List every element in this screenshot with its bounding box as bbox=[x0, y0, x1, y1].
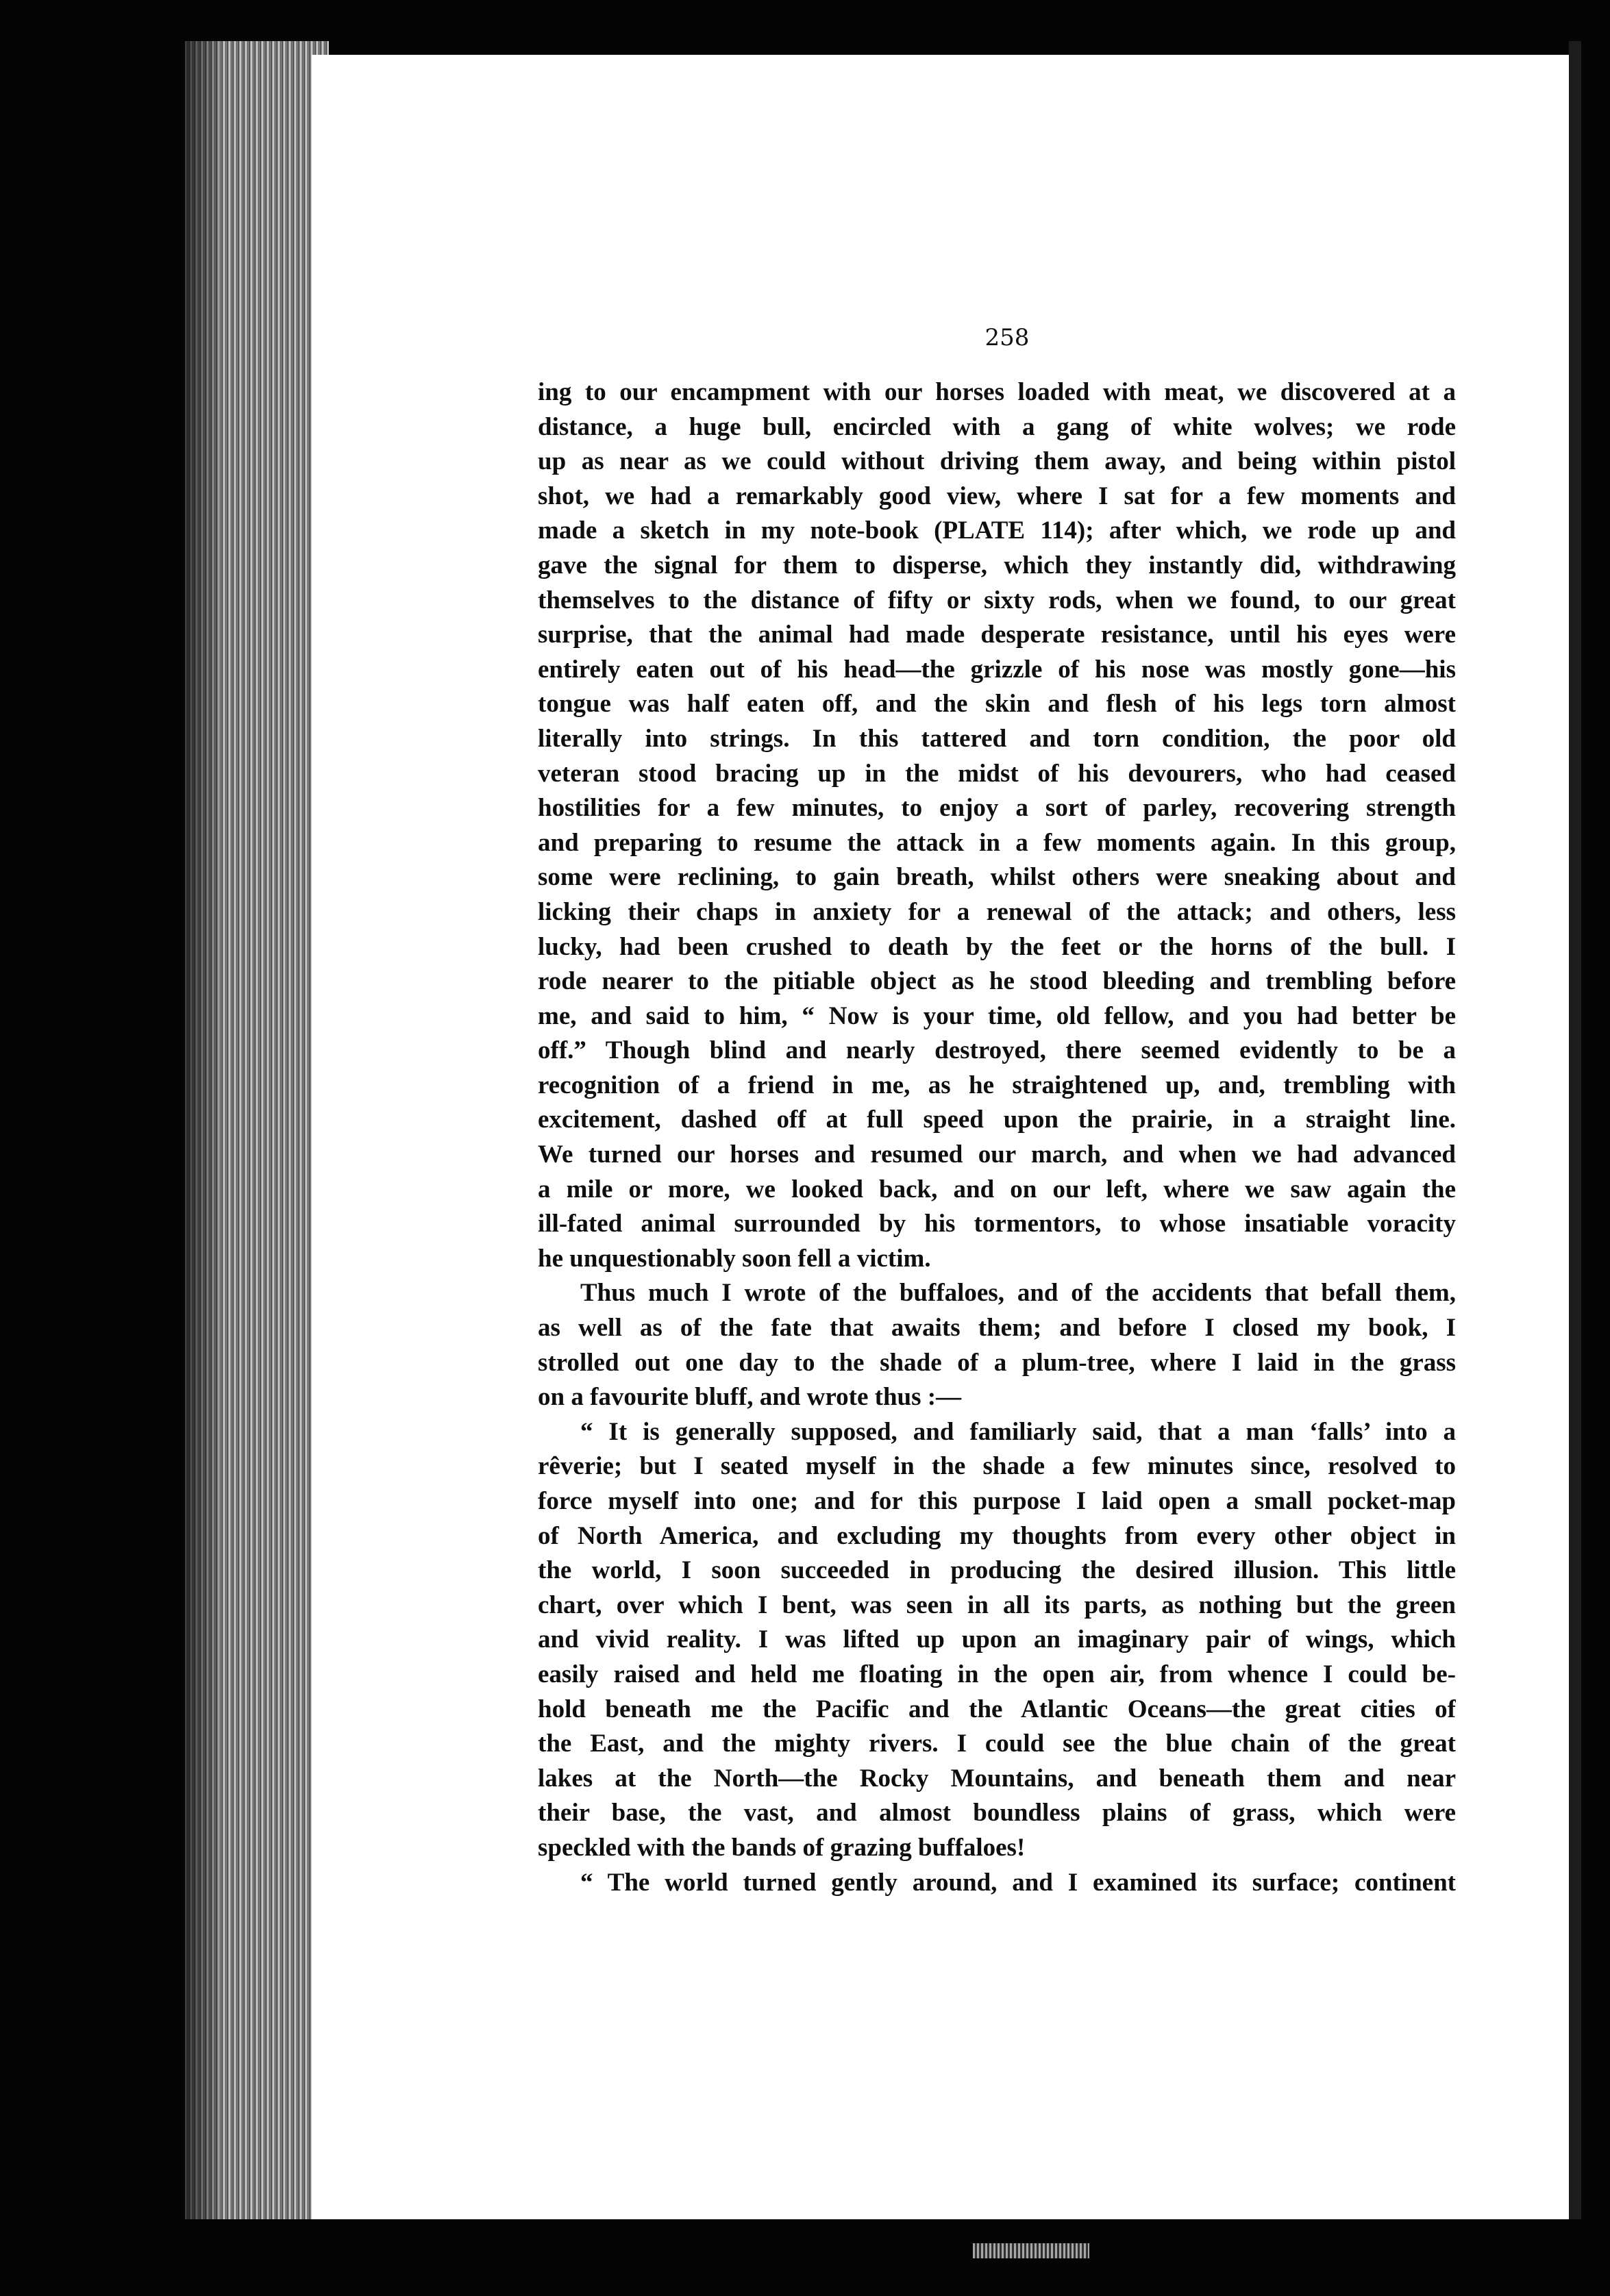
text-line: on a favourite bluff, and wrote thus :— bbox=[538, 1383, 962, 1412]
text-line: tongue was half eaten off, and the skin and flesh of his legs torn almost bbox=[538, 690, 1456, 719]
text-line: strolled out one day to the shade of a plum-tree, where I laid in the grass bbox=[538, 1348, 1456, 1377]
text-line: “ It is generally supposed, and familiarly said, that a man ‘falls’ into a bbox=[580, 1417, 1456, 1446]
text-line: the East, and the mighty rivers. I could see the blue chain of the great bbox=[538, 1730, 1456, 1758]
text-line: We turned our horses and resumed our march, and when we had advanced bbox=[538, 1140, 1456, 1169]
text-line: rode nearer to the pitiable object as he stood bleeding and trembling before bbox=[538, 967, 1456, 996]
text-line: lakes at the North—the Rocky Mountains, and beneath them and near bbox=[538, 1764, 1456, 1793]
body-text bbox=[538, 375, 1456, 1900]
text-line: entirely eaten out of his head—the grizzle of his nose was mostly gone—his bbox=[538, 655, 1456, 684]
text-line: distance, a huge bull, encircled with a gang of white wolves; we rode bbox=[538, 412, 1456, 441]
text-line: off.” Though blind and nearly destroyed, there seemed evidently to be a bbox=[538, 1036, 1456, 1065]
page-number: 258 bbox=[984, 324, 1030, 351]
scan-smudge bbox=[973, 2243, 1089, 2258]
text-line: hold beneath me the Pacific and the Atlantic Oceans—the great cities of bbox=[538, 1695, 1456, 1723]
text-line: as well as of the fate that awaits them; and before I closed my book, I bbox=[538, 1314, 1456, 1343]
text-line: ing to our encampment with our horses loaded with meat, we discovered at a bbox=[538, 378, 1456, 406]
text-line: shot, we had a remarkably good view, where I sat for a few moments and bbox=[538, 482, 1456, 510]
text-line: speckled with the bands of grazing buffaloes! bbox=[538, 1833, 1026, 1862]
text-line: a mile or more, we looked back, and on our left, where we saw again the bbox=[538, 1175, 1456, 1203]
text-line: their base, the vast, and almost boundless plains of grass, which were bbox=[538, 1799, 1456, 1827]
page-right-border bbox=[1569, 41, 1581, 2219]
text-line: and preparing to resume the attack in a few moments again. In this group, bbox=[538, 828, 1456, 857]
text-line: hostilities for a few minutes, to enjoy a sort of parley, recovering strength bbox=[538, 794, 1456, 823]
text-line: licking their chaps in anxiety for a renewal of the attack; and others, less bbox=[538, 897, 1456, 926]
text-line: of North America, and excluding my thoughts from every other object in bbox=[538, 1521, 1456, 1550]
text-line: rêverie; but I seated myself in the shade a few minutes since, resolved to bbox=[538, 1452, 1456, 1481]
text-line: excitement, dashed off at full speed upon the prairie, in a straight line. bbox=[538, 1106, 1456, 1134]
text-line: the world, I soon succeeded in producing the desired illusion. This little bbox=[538, 1556, 1456, 1585]
text-line: “ The world turned gently around, and I examined its surface; continent bbox=[580, 1868, 1456, 1897]
text-line: themselves to the distance of fifty or sixty rods, when we found, to our great bbox=[538, 586, 1456, 614]
text-line: and vivid reality. I was lifted up upon an imaginary pair of wings, which bbox=[538, 1625, 1456, 1654]
text-line: he unquestionably soon fell a victim. bbox=[538, 1244, 931, 1273]
text-line: lucky, had been crushed to death by the feet or the horns of the bull. I bbox=[538, 932, 1456, 961]
text-line: some were reclining, to gain breath, whilst others were sneaking about and bbox=[538, 863, 1456, 892]
text-line: force myself into one; and for this purpose I laid open a small pocket-map bbox=[538, 1487, 1456, 1515]
text-line: up as near as we could without driving them away, and being within pistol bbox=[538, 447, 1456, 476]
text-line: recognition of a friend in me, as he straightened up, and, trembling with bbox=[538, 1071, 1456, 1099]
text-line: literally into strings. In this tattered and torn condition, the poor old bbox=[538, 724, 1456, 753]
text-line: veteran stood bracing up in the midst of his devourers, who had ceased bbox=[538, 759, 1456, 788]
text-line: me, and said to him, “ Now is your time, old fellow, and you had better be bbox=[538, 1001, 1456, 1030]
text-line: chart, over which I bent, was seen in all its parts, as nothing but the green bbox=[538, 1590, 1456, 1619]
text-line: Thus much I wrote of the buffaloes, and of the accidents that befall them, bbox=[580, 1279, 1456, 1308]
book-edge-shadow bbox=[164, 41, 219, 2219]
text-line: surprise, that the animal had made desperate resistance, until his eyes were bbox=[538, 621, 1456, 649]
text-line: ill-fated animal surrounded by his tormentors, to whose insatiable voracity bbox=[538, 1210, 1456, 1238]
text-line: made a sketch in my note-book (PLATE 114); after which, we rode up and bbox=[538, 516, 1456, 545]
text-line: gave the signal for them to disperse, which they instantly did, withdrawing bbox=[538, 551, 1456, 579]
text-line: easily raised and held me floating in the open air, from whence I could be- bbox=[538, 1660, 1456, 1688]
